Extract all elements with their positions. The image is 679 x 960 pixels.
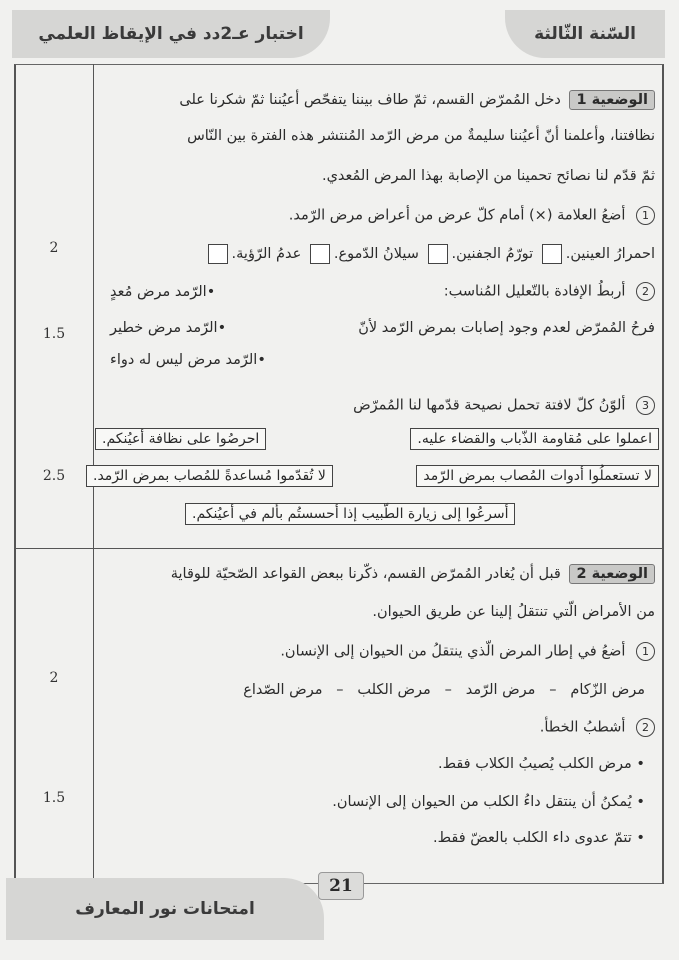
exam-title: اختبار عـ2دد في الإيقاظ العلمي <box>12 10 330 58</box>
statement-item[interactable]: • مرض الكلب يُصيبُ الكلاب فقط. <box>437 756 645 772</box>
page-header <box>6 8 673 62</box>
symptom-option: احمرارُ العينين. <box>565 246 655 262</box>
symptom-option: سيلانُ الدّموع. <box>333 246 419 262</box>
s2-q2-prompt: 2 أشطبُ الخطأ. <box>540 718 655 737</box>
situation2-label: الوضعية 2 <box>569 564 655 584</box>
s1-q1-number: 1 <box>636 206 655 225</box>
symptom-checkbox[interactable] <box>542 244 562 264</box>
symptom-option: تورّمُ الجفنين. <box>451 246 534 262</box>
advice-sign[interactable]: لا تستعملُوا أدوات المُصاب بمرض الرّمد <box>416 465 659 487</box>
grade-title: السّنة الثّالثة <box>505 10 665 58</box>
disease-option[interactable]: مرض الرّمد <box>465 682 536 698</box>
situation1-intro-line1: الوضعية 1 دخل المُمرّض القسم، ثمّ طاف بيننا يتفحّص أعيُننا ثمّ شكرنا على <box>179 90 655 110</box>
reason-option: •الرّمد مرض خطير <box>110 320 227 336</box>
disease-option[interactable]: مرض الكلب <box>357 682 431 698</box>
situation1-label: الوضعية 1 <box>569 90 655 110</box>
s1-q3-mark: 2.5 <box>42 468 66 484</box>
s1-q2-number: 2 <box>636 282 655 301</box>
situation2-intro-line2: من الأمراض الّتي تنتقلُ إلينا عن طريق الحيوان. <box>372 604 655 620</box>
situation1-intro-line2: نظافتنا، وأعلمنا أنّ أعيُننا سليمةٌ من مرض الرّمد المُنتشر هذه الفترة بين النّاس <box>187 128 655 144</box>
situation1-intro-line3: ثمّ قدّم لنا نصائح تحمينا من الإصابة بهذا المرض المُعدي. <box>321 168 655 184</box>
disease-option[interactable]: مرض الصّداع <box>243 682 323 698</box>
statement-item[interactable]: • يُمكنُ أن ينتقل داءُ الكلب من الحيوان إلى الإنسان. <box>332 794 645 810</box>
section-divider <box>14 548 664 549</box>
s1-q1-prompt: 1 أضعُ العلامة (×) أمام كلّ عرض من أعراض مرض الرّمد. <box>289 206 655 225</box>
symptom-checkbox[interactable] <box>310 244 330 264</box>
s1-q2-prompt: 2 أربطُ الإفادة بالتّعليل المُناسب: <box>444 282 655 301</box>
reason-option: •الرّمد مرض مُعدٍ <box>110 284 216 300</box>
s1-q1-options <box>204 244 655 264</box>
reason-option: •الرّمد مرض ليس له دواء <box>110 352 266 368</box>
disease-option[interactable]: مرض الزّكام <box>570 682 645 698</box>
page-number: 21 <box>318 872 364 900</box>
s1-q1-mark: 2 <box>49 240 59 256</box>
symptom-option: عدمُ الرّؤية. <box>231 246 302 262</box>
s2-q1-options: مرض الزّكام – مرض الرّمد – مرض الكلب – مرض الصّداع <box>243 682 645 698</box>
s2-q1-mark: 2 <box>49 670 59 686</box>
s1-q3-number: 3 <box>636 396 655 415</box>
advice-sign[interactable]: أسرعُوا إلى زيارة الطّبيب إذا أحسستُم بألم في أعيُنكم. <box>185 503 515 525</box>
s2-q2-mark: 1.5 <box>42 790 66 806</box>
statement-item[interactable]: • تتمّ عدوى داء الكلب بالعضّ فقط. <box>433 830 645 846</box>
symptom-checkbox[interactable] <box>428 244 448 264</box>
advice-sign[interactable]: لا تُقدّموا مُساعدةً للمُصاب بمرض الرّمد. <box>86 465 333 487</box>
symptom-checkbox[interactable] <box>208 244 228 264</box>
footer-brand: امتحانات نور المعارف <box>6 878 324 940</box>
s2-q2-number: 2 <box>636 718 655 737</box>
s1-q3-prompt: 3 ألوّنُ كلّ لافتة تحمل نصيحة قدّمها لنا المُمرّض <box>353 396 655 415</box>
s1-q2-statement: فرحُ المُمرّض لعدم وجود إصابات بمرض الرّمد لأنّ <box>358 320 655 336</box>
advice-sign[interactable]: اعملوا على مُقاومة الذّباب والقضاء عليه. <box>410 428 659 450</box>
situation2-intro-line1: الوضعية 2 قبل أن يُغادر المُمرّض القسم، ذكّرنا ببعض القواعد الصّحيّة للوقاية <box>171 564 655 584</box>
advice-sign[interactable]: احرصُوا على نظافة أعيُنكم. <box>95 428 266 450</box>
s2-q1-prompt: 1 أضعُ في إطار المرض الّذي ينتقلُ من الحيوان إلى الإنسان. <box>280 642 655 661</box>
s1-q2-mark: 1.5 <box>42 326 66 342</box>
s2-q1-number: 1 <box>636 642 655 661</box>
